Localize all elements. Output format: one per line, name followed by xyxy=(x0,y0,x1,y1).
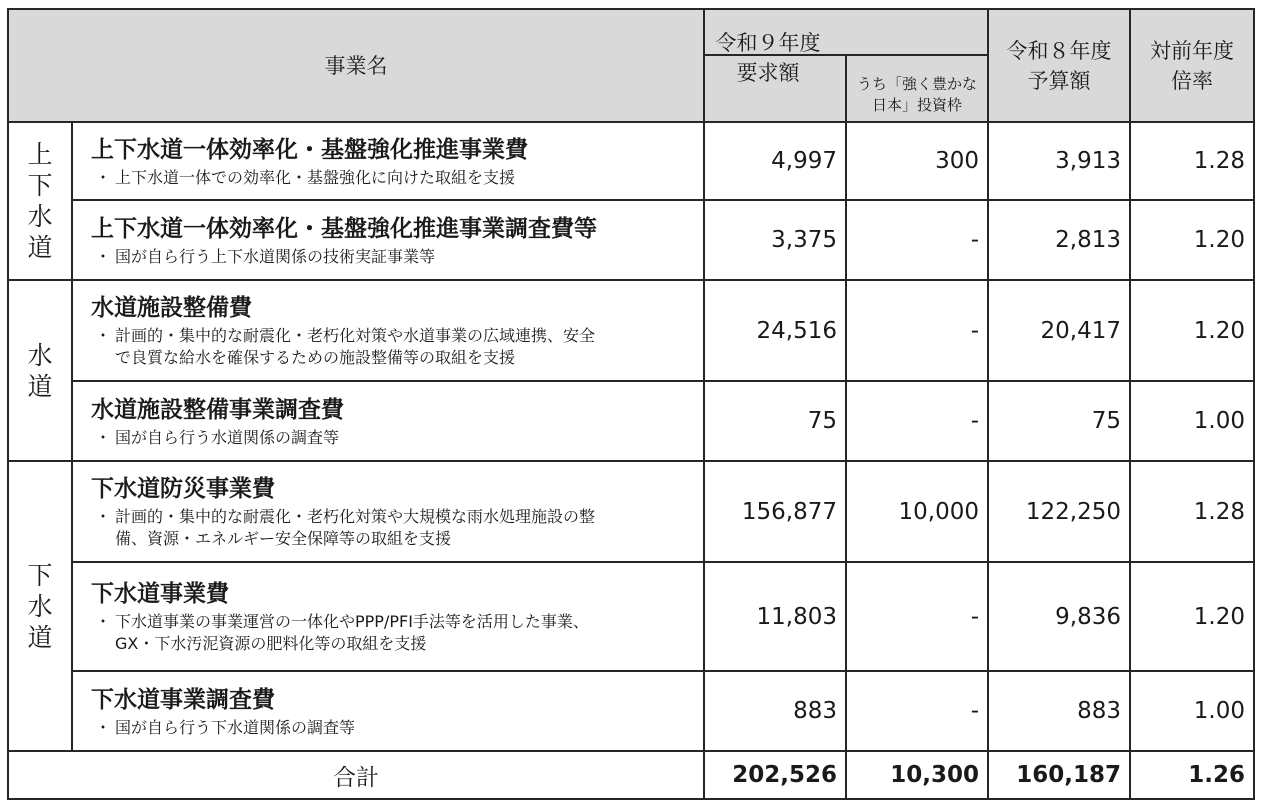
description-line: GX・下水汚泥資源の肥料化等の取組を支援 xyxy=(115,634,427,653)
header-r9-request-label: 令和９年度 要求額 xyxy=(715,31,821,85)
category-char: 水 xyxy=(27,340,53,370)
table-row xyxy=(8,562,1254,671)
header-project-name: 事業名 xyxy=(8,9,704,122)
r8-budget-value: 122,250 xyxy=(988,461,1130,562)
total-r8-budget: 160,187 xyxy=(988,751,1130,799)
header-r8-budget xyxy=(988,9,1130,122)
header-r8-budget-text: 令和８年度 予算額 xyxy=(1006,38,1112,93)
description-line: 備、資源・エネルギー安全保障等の取組を支援 xyxy=(115,529,452,548)
header-ratio xyxy=(1130,9,1254,122)
project-cell xyxy=(72,671,704,751)
project-title: 水道施設整備事業調査費 xyxy=(91,396,344,423)
header-r9-subframe-text: うち「強く豊かな 日本」投資枠 xyxy=(856,75,977,114)
category-char: 道 xyxy=(27,371,53,401)
r9-request-value: 75 xyxy=(704,381,846,461)
description-text xyxy=(115,246,695,268)
description-text xyxy=(115,506,695,550)
r9-subframe-value: 300 xyxy=(846,122,988,200)
total-r9-subframe: 10,300 xyxy=(846,751,988,799)
project-cell xyxy=(72,461,704,562)
category-char: 上 xyxy=(27,140,53,169)
project-cell xyxy=(72,381,704,461)
r9-subframe-value: - xyxy=(846,562,988,671)
description-text xyxy=(115,167,695,189)
ratio-value: 1.28 xyxy=(1130,122,1254,200)
bullet: ・ xyxy=(95,427,112,447)
table-row xyxy=(8,461,1254,562)
bullet: ・ xyxy=(95,246,112,266)
bullet: ・ xyxy=(95,612,112,631)
r9-subframe-value: - xyxy=(846,280,988,381)
description-line: 国が自ら行う下水道関係の調査等 xyxy=(115,717,356,737)
project-description xyxy=(91,325,695,369)
total-row xyxy=(8,751,1254,799)
header-ratio-text: 対前年度 倍率 xyxy=(1150,38,1234,93)
r9-request-value: 883 xyxy=(704,671,846,751)
description-line: 計画的・集中的な耐震化・老朽化対策や大規模な雨水処理施設の整 xyxy=(115,507,596,526)
budget-table xyxy=(7,8,1255,800)
project-description xyxy=(91,427,695,449)
description-text xyxy=(115,325,695,369)
category-char: 道 xyxy=(27,233,53,262)
bullet: ・ xyxy=(95,167,112,187)
description-line: 上下水道一体での効率化・基盤強化に向けた取組を支援 xyxy=(115,167,516,187)
ratio-value: 1.20 xyxy=(1130,562,1254,671)
category-label xyxy=(8,280,72,461)
description-line: で良質な給水を確保するための施設整備等の取組を支援 xyxy=(115,348,516,367)
ratio-value: 1.00 xyxy=(1130,671,1254,751)
project-title: 上下水道一体効率化・基盤強化推進事業調査費等 xyxy=(91,215,597,242)
project-description xyxy=(91,611,695,655)
total-r9-request: 202,526 xyxy=(704,751,846,799)
r9-request-value: 4,997 xyxy=(704,122,846,200)
project-title: 下水道防災事業費 xyxy=(91,476,275,502)
r9-request-value: 3,375 xyxy=(704,200,846,280)
total-ratio: 1.26 xyxy=(1130,751,1254,799)
description-line: 国が自ら行う上下水道関係の技術実証事業等 xyxy=(115,246,436,266)
project-description xyxy=(91,506,695,550)
category-char: 下 xyxy=(27,560,53,590)
r9-subframe-value: 10,000 xyxy=(846,461,988,562)
description-text xyxy=(115,717,695,739)
bullet: ・ xyxy=(95,326,112,345)
r9-request-value: 11,803 xyxy=(704,562,846,671)
table-row xyxy=(8,671,1254,751)
description-line: 計画的・集中的な耐震化・老朽化対策や水道事業の広域連携、安全 xyxy=(115,326,596,345)
table-body xyxy=(8,122,1254,799)
project-description xyxy=(91,717,695,739)
table-row xyxy=(8,200,1254,280)
table-row xyxy=(8,280,1254,381)
project-title: 下水道事業費 xyxy=(91,581,229,607)
r8-budget-value: 9,836 xyxy=(988,562,1130,671)
project-cell xyxy=(72,562,704,671)
project-description xyxy=(91,167,695,189)
category-char: 水 xyxy=(27,202,53,231)
project-cell xyxy=(72,200,704,280)
category-label xyxy=(8,122,72,280)
r9-request-value: 24,516 xyxy=(704,280,846,381)
ratio-value: 1.20 xyxy=(1130,280,1254,381)
project-title: 下水道事業調査費 xyxy=(91,686,275,713)
category-char: 水 xyxy=(27,591,53,621)
table-row xyxy=(8,122,1254,200)
r8-budget-value: 3,913 xyxy=(988,122,1130,200)
project-cell xyxy=(72,122,704,200)
r8-budget-value: 2,813 xyxy=(988,200,1130,280)
project-cell xyxy=(72,280,704,381)
category-char: 道 xyxy=(27,622,53,652)
description-line: 下水道事業の事業運営の一体化やPPP/PFI手法等を活用した事業、 xyxy=(115,612,589,631)
description-text xyxy=(115,427,695,449)
table-row xyxy=(8,381,1254,461)
description-text xyxy=(115,611,695,655)
ratio-value: 1.20 xyxy=(1130,200,1254,280)
r8-budget-value: 883 xyxy=(988,671,1130,751)
r9-request-value: 156,877 xyxy=(704,461,846,562)
bullet: ・ xyxy=(95,507,112,526)
ratio-value: 1.00 xyxy=(1130,381,1254,461)
r9-subframe-value: - xyxy=(846,200,988,280)
total-label: 合計 xyxy=(8,751,704,799)
category-label xyxy=(8,461,72,751)
project-description xyxy=(91,246,695,268)
r8-budget-value: 20,417 xyxy=(988,280,1130,381)
category-char: 下 xyxy=(27,171,53,200)
r8-budget-value: 75 xyxy=(988,381,1130,461)
description-line: 国が自ら行う水道関係の調査等 xyxy=(115,427,340,447)
r9-subframe-value: - xyxy=(846,381,988,461)
r9-subframe-value: - xyxy=(846,671,988,751)
header-r9-subframe xyxy=(846,55,988,122)
project-title: 水道施設整備費 xyxy=(91,295,252,321)
project-title: 上下水道一体効率化・基盤強化推進事業費 xyxy=(91,136,528,163)
bullet: ・ xyxy=(95,717,112,737)
ratio-value: 1.28 xyxy=(1130,461,1254,562)
